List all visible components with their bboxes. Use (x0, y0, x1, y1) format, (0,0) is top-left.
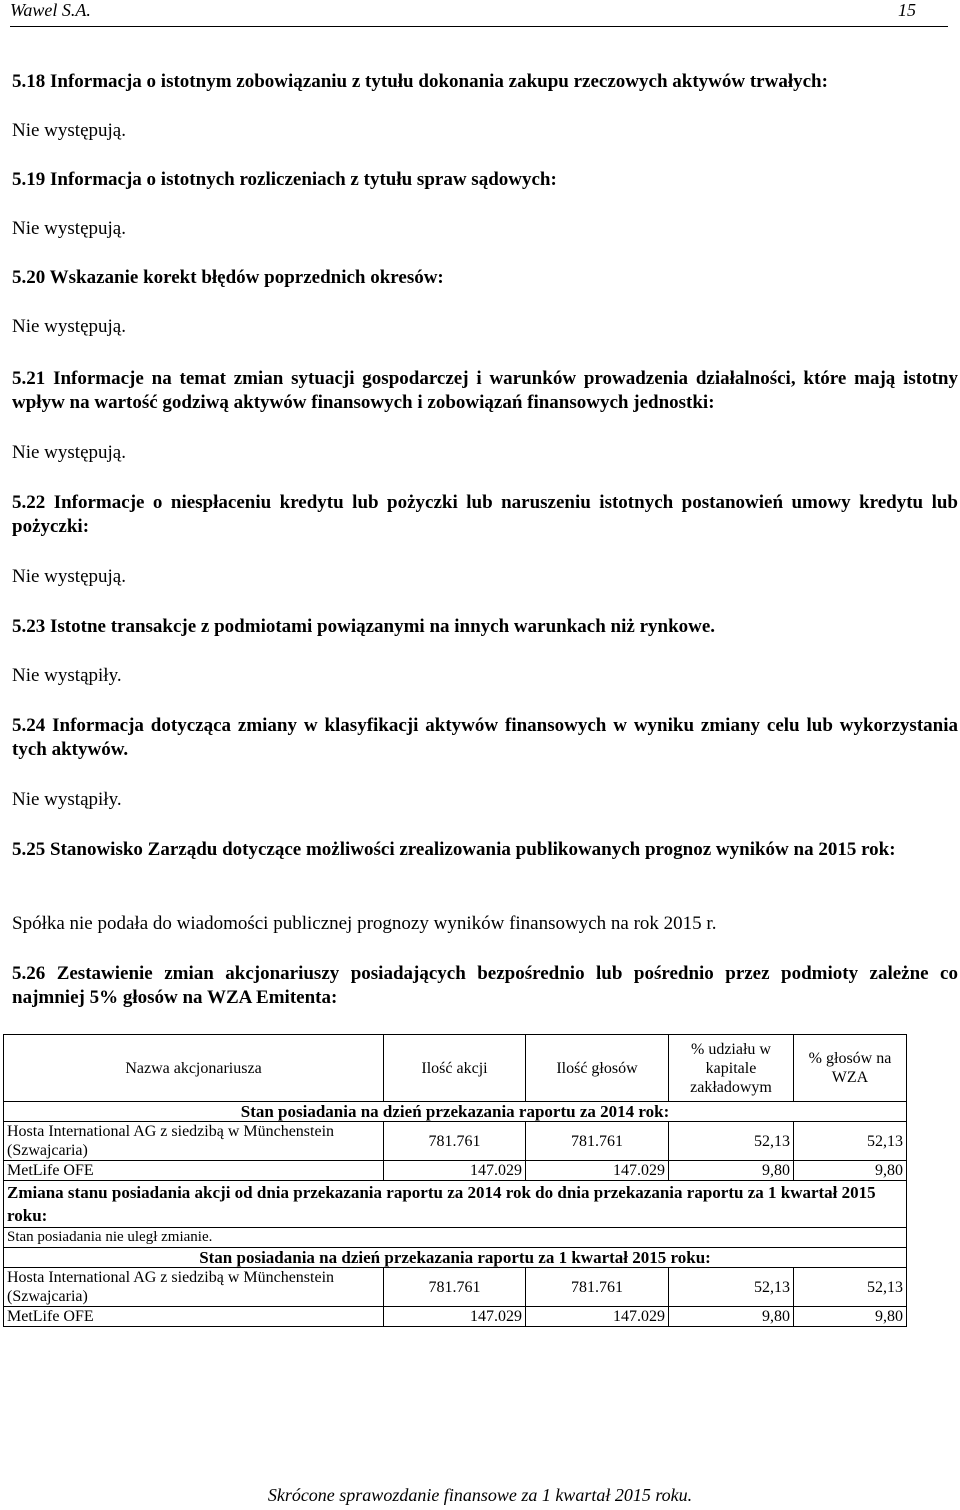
wza-votes-share: 9,80 (794, 1161, 907, 1181)
section-answer-5-22: Nie występują. (12, 566, 126, 587)
section-answer-5-25: Spółka nie podała do wiadomości publicznej prognozy wyników finansowych na rok 2015 r. (12, 913, 717, 934)
capital-share: 9,80 (669, 1307, 794, 1327)
section-row-2014 (4, 1102, 907, 1122)
section-heading-5-20: 5.20 Wskazanie korekt błędów poprzednich okresów: (12, 267, 444, 288)
page-header (10, 0, 948, 27)
wza-votes-share: 9,80 (794, 1307, 907, 1327)
wza-votes-share: 52,13 (794, 1122, 907, 1161)
section-title-q1-2015: Stan posiadania na dzień przekazania raportu za 1 kwartał 2015 roku: (4, 1248, 907, 1268)
shareholder-name: MetLife OFE (4, 1307, 384, 1327)
section-heading-5-26: 5.26 Zestawienie zmian akcjonariuszy posiadających bezpośrednio lub pośrednio przez podmioty zależne co najmniej 5% głosów na WZA Emitenta: (12, 963, 958, 1008)
col-header-wza-votes: % głosów na WZA (794, 1035, 907, 1102)
section-heading-5-24: 5.24 Informacja dotycząca zmiany w klasyfikacji aktywów finansowych w wyniku zmiany celu lub wykorzystania tych aktywów. (12, 715, 958, 760)
section-answer-5-24: Nie wystąpiły. (12, 789, 122, 810)
votes-count: 781.761 (526, 1268, 669, 1307)
section-answer-5-21: Nie występują. (12, 442, 126, 463)
table-header-row (4, 1035, 907, 1102)
page-number: 15 (898, 0, 916, 20)
section-row-q1-2015 (4, 1248, 907, 1268)
table-row (4, 1122, 907, 1161)
col-header-name: Nazwa akcjonariusza (4, 1035, 384, 1102)
company-name: Wawel S.A. (10, 0, 91, 20)
no-change-row (4, 1228, 907, 1248)
col-header-votes: Ilość głosów (526, 1035, 669, 1102)
section-heading-5-19: 5.19 Informacja o istotnych rozliczeniach z tytułu spraw sądowych: (12, 169, 557, 190)
section-answer-5-23: Nie wystąpiły. (12, 665, 122, 686)
table-row (4, 1268, 907, 1307)
section-heading-5-18: 5.18 Informacja o istotnym zobowiązaniu z tytułu dokonania zakupu rzeczowych aktywów trwałych: (12, 71, 828, 92)
shares-count: 781.761 (384, 1122, 526, 1161)
shares-count: 147.029 (384, 1307, 526, 1327)
section-answer-5-20: Nie występują. (12, 316, 126, 337)
shares-count: 147.029 (384, 1161, 526, 1181)
table-row (4, 1161, 907, 1181)
page-footer: Skrócone sprawozdanie finansowe za 1 kwartał 2015 roku. (267, 1485, 693, 1505)
col-header-capital-share: % udziału w kapitale zakładowym (669, 1035, 794, 1102)
shareholder-name: MetLife OFE (4, 1161, 384, 1181)
section-heading-5-21: 5.21 Informacje na temat zmian sytuacji gospodarczej i warunków prowadzenia działalności, które mają istotny wpływ na wartość godziwą aktywów finansowych i zobowiązań finansowych jednostki: (12, 368, 958, 413)
col-header-shares: Ilość akcji (384, 1035, 526, 1102)
section-answer-5-19: Nie występują. (12, 218, 126, 239)
table-row (4, 1307, 907, 1327)
section-heading-5-25: 5.25 Stanowisko Zarządu dotyczące możliwości zrealizowania publikowanych prognoz wyników na 2015 rok: (12, 839, 896, 860)
capital-share: 52,13 (669, 1122, 794, 1161)
shareholder-name: Hosta International AG z siedzibą w Münchenstein (Szwajcaria) (4, 1122, 384, 1161)
capital-share: 52,13 (669, 1268, 794, 1307)
votes-count: 147.029 (526, 1307, 669, 1327)
shares-count: 781.761 (384, 1268, 526, 1307)
capital-share: 9,80 (669, 1161, 794, 1181)
section-title-2014: Stan posiadania na dzień przekazania raportu za 2014 rok: (4, 1102, 907, 1122)
section-row-change (4, 1181, 907, 1228)
votes-count: 781.761 (526, 1122, 669, 1161)
wza-votes-share: 52,13 (794, 1268, 907, 1307)
no-change-note: Stan posiadania nie uległ zmianie. (4, 1228, 907, 1248)
section-answer-5-18: Nie występują. (12, 120, 126, 141)
votes-count: 147.029 (526, 1161, 669, 1181)
shareholder-name: Hosta International AG z siedzibą w Münchenstein (Szwajcaria) (4, 1268, 384, 1307)
section-heading-5-23: 5.23 Istotne transakcje z podmiotami powiązanymi na innych warunkach niż rynkowe. (12, 616, 716, 637)
section-heading-5-22: 5.22 Informacje o niespłaceniu kredytu lub pożyczki lub naruszeniu istotnych postanowień umowy kredytu lub pożyczki: (12, 492, 958, 537)
section-title-change: Zmiana stanu posiadania akcji od dnia przekazania raportu za 2014 rok do dnia przekazania raportu za 1 kwartał 2015 roku: (4, 1181, 907, 1228)
shareholders-table (3, 1034, 907, 1327)
